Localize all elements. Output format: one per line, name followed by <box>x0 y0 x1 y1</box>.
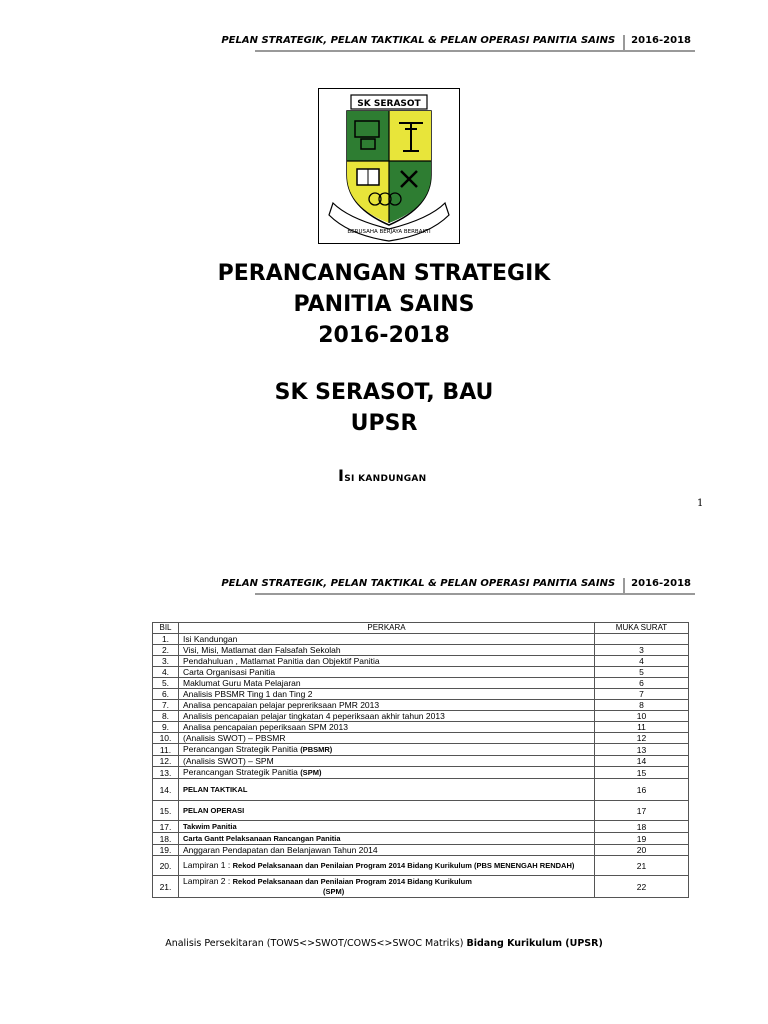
table-row <box>153 678 689 689</box>
col-header-muka-surat: MUKA SURAT <box>595 623 689 634</box>
row-bil: 3. <box>153 656 179 667</box>
row-muka-surat: 14 <box>595 756 689 767</box>
table-row <box>153 645 689 656</box>
row-muka-surat: 12 <box>595 733 689 744</box>
row-muka-surat: 18 <box>595 821 689 833</box>
row-perkara: Anggaran Pendapatan dan Belanjawan Tahun 2014 <box>179 845 595 856</box>
row-bil: 12. <box>153 756 179 767</box>
page-header-2 <box>221 573 695 595</box>
row-muka-surat: 11 <box>595 722 689 733</box>
row-bil: 5. <box>153 678 179 689</box>
row-perkara: (Analisis SWOT) – SPM <box>179 756 595 767</box>
table-row <box>153 667 689 678</box>
row-perkara: Pendahuluan , Matlamat Panitia dan Objektif Panitia <box>179 656 595 667</box>
table-row <box>153 845 689 856</box>
table-row <box>153 722 689 733</box>
footer-text: Analisis Persekitaran (TOWS<>SWOT/COWS<>SWOC Matriks) <box>165 938 467 949</box>
row-bil: 1. <box>153 634 179 645</box>
row-muka-surat: 16 <box>595 779 689 801</box>
table-row <box>153 711 689 722</box>
row-muka-surat: 3 <box>595 645 689 656</box>
school-name: SK SERASOT, BAU <box>274 380 494 405</box>
row-bil: 21. <box>153 876 179 898</box>
contents-table <box>152 622 689 898</box>
row-perkara: Takwim Panitia <box>179 821 595 833</box>
row-muka-surat: 15 <box>595 767 689 779</box>
row-perkara: Visi, Misi, Matlamat dan Falsafah Sekolah <box>179 645 595 656</box>
row-bil: 8. <box>153 711 179 722</box>
footer-bold-text: Bidang Kurikulum (UPSR) <box>466 938 603 949</box>
row-perkara: (Analisis SWOT) – PBSMR <box>179 733 595 744</box>
table-row <box>153 767 689 779</box>
row-bil: 4. <box>153 667 179 678</box>
row-muka-surat: 7 <box>595 689 689 700</box>
row-muka-surat: 13 <box>595 744 689 756</box>
row-muka-surat: 20 <box>595 845 689 856</box>
row-muka-surat: 10 <box>595 711 689 722</box>
table-row <box>153 876 689 898</box>
document-title-line2: PANITIA SAINS <box>293 292 475 317</box>
row-perkara: PELAN OPERASI <box>179 801 595 821</box>
row-muka-surat: 4 <box>595 656 689 667</box>
header-title: PELAN STRATEGIK, PELAN TAKTIKAL & PELAN OPERASI PANITIA SAINS <box>221 578 625 593</box>
row-perkara: Perancangan Strategik Panitia (SPM) <box>179 767 595 779</box>
logo-banner-text: SK SERASOT <box>357 99 421 109</box>
row-perkara: Lampiran 2 : Rekod Pelaksanaan dan Penilaian Program 2014 Bidang Kurikulum (SPM) <box>179 876 595 898</box>
exam-name: UPSR <box>350 411 418 436</box>
table-row <box>153 733 689 744</box>
row-bil: 14. <box>153 779 179 801</box>
row-perkara: Carta Organisasi Panitia <box>179 667 595 678</box>
table-row <box>153 801 689 821</box>
contents-heading: ISI KANDUNGAN <box>338 466 427 485</box>
table-row <box>153 700 689 711</box>
row-bil: 7. <box>153 700 179 711</box>
row-bil: 13. <box>153 767 179 779</box>
row-perkara: PELAN TAKTIKAL <box>179 779 595 801</box>
row-muka-surat: 8 <box>595 700 689 711</box>
page-footer <box>0 938 768 949</box>
row-perkara: Maklumat Guru Mata Pelajaran <box>179 678 595 689</box>
row-muka-surat: 5 <box>595 667 689 678</box>
row-bil: 11. <box>153 744 179 756</box>
row-perkara: Analisa pencapaian peperiksaan SPM 2013 <box>179 722 595 733</box>
row-perkara: Isi Kandungan <box>179 634 595 645</box>
header-title: PELAN STRATEGIK, PELAN TAKTIKAL & PELAN OPERASI PANITIA SAINS <box>221 35 625 50</box>
table-row <box>153 856 689 876</box>
table-row <box>153 821 689 833</box>
table-row <box>153 756 689 767</box>
header-year: 2016-2018 <box>631 35 691 46</box>
table-row <box>153 689 689 700</box>
row-perkara: Perancangan Strategik Panitia (PBSMR) <box>179 744 595 756</box>
header-year: 2016-2018 <box>631 578 691 589</box>
row-bil: 6. <box>153 689 179 700</box>
table-row <box>153 744 689 756</box>
school-logo <box>318 88 460 244</box>
row-perkara: Analisa pencapaian pelajar pepreriksaan PMR 2013 <box>179 700 595 711</box>
row-perkara: Analisis pencapaian pelajar tingkatan 4 peperiksaan akhir tahun 2013 <box>179 711 595 722</box>
row-muka-surat: 22 <box>595 876 689 898</box>
table-row <box>153 779 689 801</box>
row-muka-surat: 21 <box>595 856 689 876</box>
page-header <box>221 30 695 52</box>
row-muka-surat: 6 <box>595 678 689 689</box>
col-header-bil: BIL <box>153 623 179 634</box>
col-header-perkara: PERKARA <box>179 623 595 634</box>
table-row <box>153 833 689 845</box>
row-muka-surat <box>595 634 689 645</box>
page-number: 1 <box>697 498 704 509</box>
row-bil: 10. <box>153 733 179 744</box>
row-perkara: Lampiran 1 : Rekod Pelaksanaan dan Penilaian Program 2014 Bidang Kurikulum (PBS MENENGAH RENDAH) <box>179 856 595 876</box>
row-bil: 9. <box>153 722 179 733</box>
row-muka-surat: 19 <box>595 833 689 845</box>
logo-motto-text: BERUSAHA BERJAYA BERBAKTI <box>347 229 431 235</box>
row-muka-surat: 17 <box>595 801 689 821</box>
document-title-line3: 2016-2018 <box>318 323 450 348</box>
row-bil: 18. <box>153 833 179 845</box>
row-bil: 17. <box>153 821 179 833</box>
row-bil: 2. <box>153 645 179 656</box>
document-title-line1: PERANCANGAN STRATEGIK <box>217 261 551 286</box>
table-header-row <box>153 623 689 634</box>
row-bil: 19. <box>153 845 179 856</box>
row-perkara: Analisis PBSMR Ting 1 dan Ting 2 <box>179 689 595 700</box>
row-perkara: Carta Gantt Pelaksanaan Rancangan Panitia <box>179 833 595 845</box>
row-bil: 20. <box>153 856 179 876</box>
table-row <box>153 656 689 667</box>
table-row <box>153 634 689 645</box>
row-bil: 15. <box>153 801 179 821</box>
